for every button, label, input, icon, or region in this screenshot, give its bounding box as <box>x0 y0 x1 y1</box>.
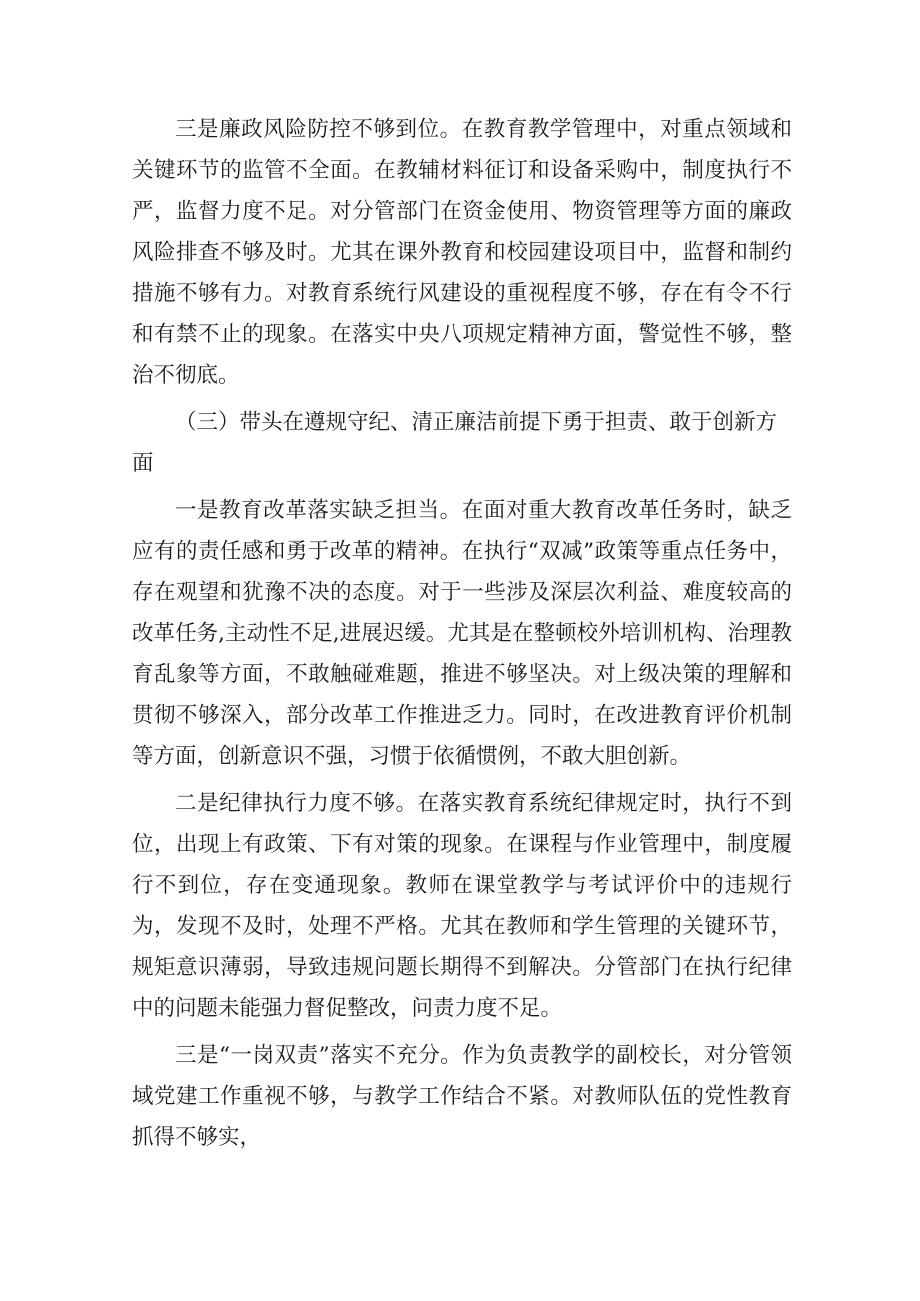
section-heading-three: （三）带头在遵规守纪、清正廉洁前提下勇于担责、敢于创新方面 <box>132 410 778 476</box>
paragraph-reform-responsibility: 一是教育改革落实缺乏担当。在面对重大教育改革任务时，缺乏应有的责任感和勇于改革的精神。在执行“双减”政策等重点任务中，存在观望和犹豫不决的态度。对于一些涉及深层次利益、难度较高的改革任务,主动性不足,进展迟缓。尤其是在整顿校外培训机构、治理教育乱象等方面，不敢触碰难题，推进不够坚决。对上级决策的理解和贯彻不够深入，部分改革工作推进乏力。同时，在改进教育评价机制等方面，创新意识不强，习惯于依循惯例，不敢大胆创新。 <box>132 498 792 769</box>
paragraph-dual-responsibility: 三是“一岗双责”落实不充分。作为负责教学的副校长，对分管领域党建工作重视不够，与教学工作结合不紧。对教师队伍的党性教育抓得不够实， <box>132 1043 792 1150</box>
paragraph-discipline-enforcement: 二是纪律执行力度不够。在落实教育系统纪律规定时，执行不到位，出现上有政策、下有对策的现象。在课程与作业管理中，制度履行不到位，存在变通现象。教师在课堂教学与考试评价中的违规行为，发现不及时，处理不严格。尤其在教师和学生管理的关键环节，规矩意识薄弱，导致违规问题长期得不到解决。分管部门在执行纪律中的问题未能强力督促整改，问责力度不足。 <box>132 791 792 1021</box>
document-body <box>132 109 792 1158</box>
paragraph-integrity-risk: 三是廉政风险防控不够到位。在教育教学管理中，对重点领域和关键环节的监管不全面。在教辅材料征订和设备采购中，制度执行不严，监督力度不足。对分管部门在资金使用、物资管理等方面的廉政风险排查不够及时。尤其在课外教育和校园建设项目中，监督和制约措施不够有力。对教育系统行风建设的重视程度不够，存在有令不行和有禁不止的现象。在落实中央八项规定精神方面，警觉性不够，整治不彻底。 <box>132 117 792 388</box>
